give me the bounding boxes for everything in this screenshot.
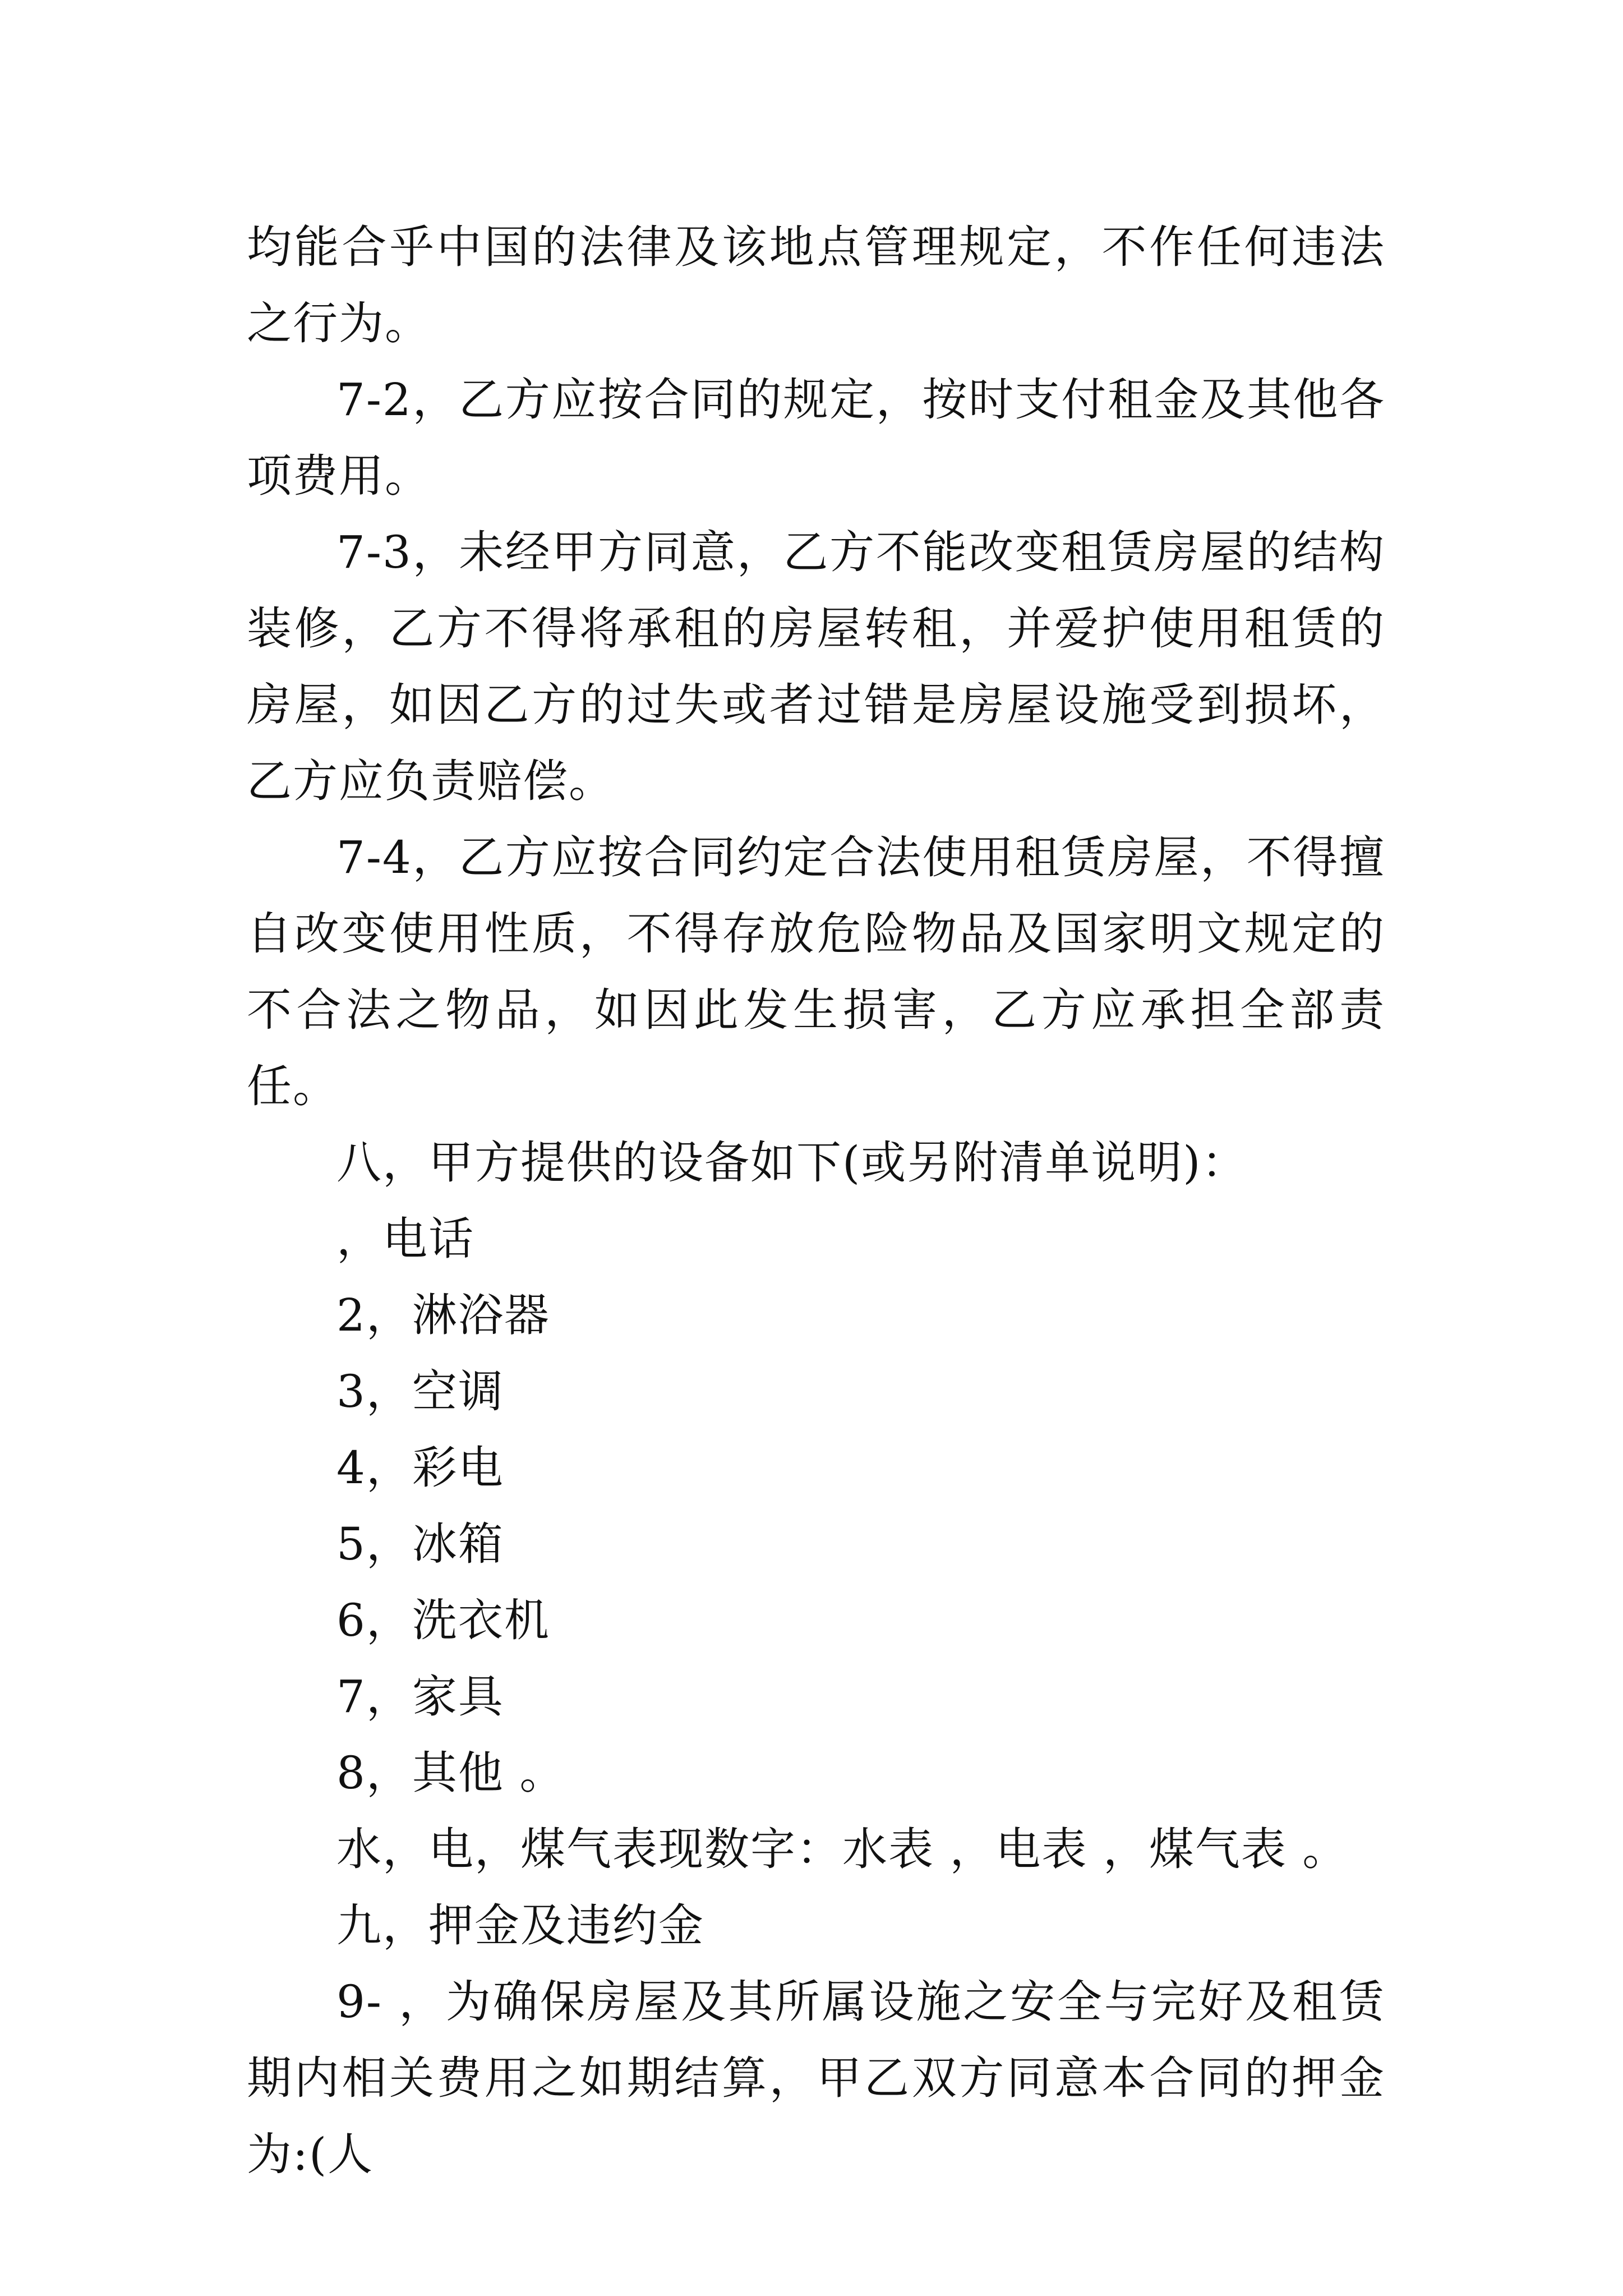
equipment-item: ，电话: [336, 1213, 474, 1265]
document-body: [247, 209, 1385, 2193]
section-8-title: 八，甲方提供的设备如下(或另附清单说明)：: [336, 1137, 1248, 1189]
equipment-item: 8，其他 。: [336, 1747, 566, 1799]
equipment-item: 4，彩电: [336, 1442, 504, 1494]
paragraph-legal-compliance: 均能合乎中国的法律及该地点管理规定，不作任何违法之行为。: [247, 221, 1385, 349]
equipment-item: 3，空调: [336, 1365, 504, 1418]
paragraph-9-1: 9- ，为确保房屋及其所属设施之安全与完好及租赁期内相关费用之如期结算，甲乙双方同意本合同的押金为:(人: [247, 1976, 1385, 2180]
paragraph-7-4: 7-4，乙方应按合同约定合法使用租赁房屋，不得擅自改变使用性质，不得存放危险物品及国家明文规定的不合法之物品，如因此发生损害，乙方应承担全部责任。: [247, 831, 1385, 1112]
paragraph-7-3: 7-3，未经甲方同意，乙方不能改变租赁房屋的结构装修，乙方不得将承租的房屋转租，并爱护使用租赁的房屋，如因乙方的过失或者过错是房屋设施受到损坏，乙方应负责赔偿。: [247, 526, 1385, 807]
paragraph-7-2: 7-2，乙方应按合同的规定，按时支付租金及其他各项费用。: [247, 374, 1385, 502]
equipment-item: 5，冰箱: [336, 1518, 504, 1570]
equipment-item: 2，淋浴器: [336, 1289, 550, 1341]
equipment-item: 7，家具: [336, 1671, 504, 1723]
meter-readings: 水，电，煤气表现数字：水表 ，电表 ，煤气表 。: [336, 1823, 1349, 1875]
equipment-item: 6，洗衣机: [336, 1594, 550, 1646]
section-9-title: 九，押金及违约金: [336, 1899, 704, 1952]
